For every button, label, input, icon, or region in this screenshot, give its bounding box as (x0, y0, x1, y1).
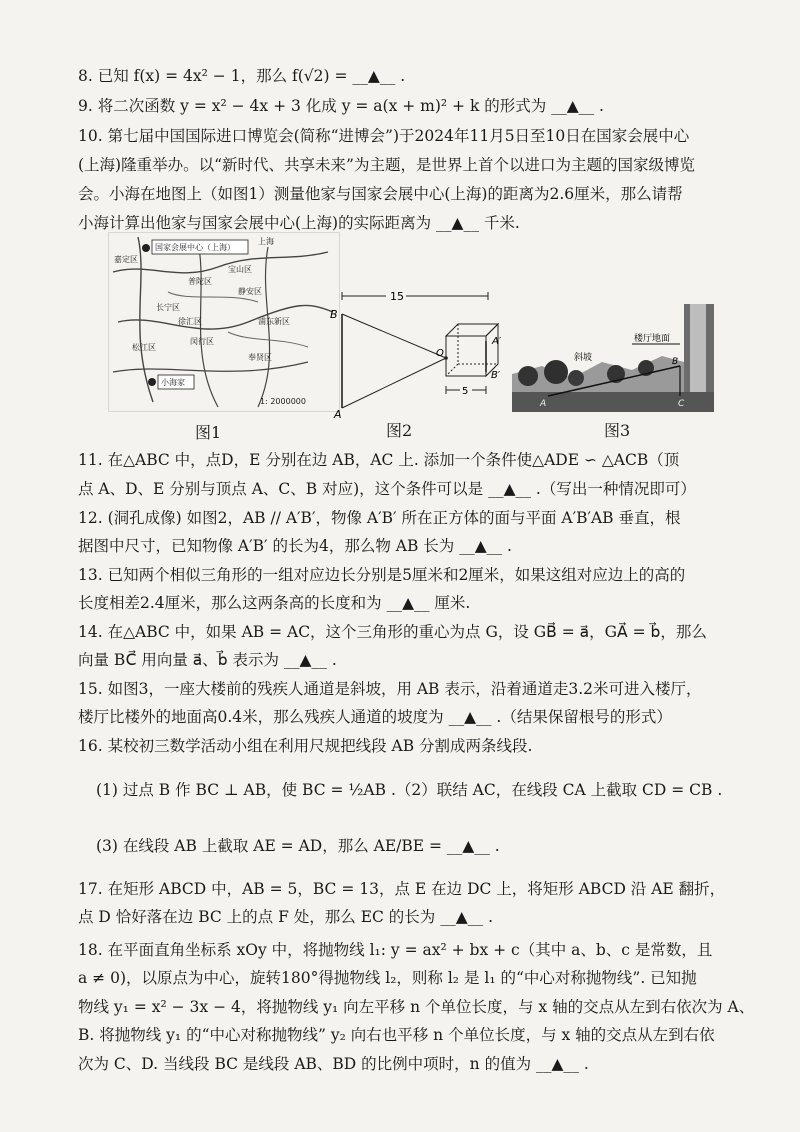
question-18-line-5: 次为 C、D. 当线段 BC 是线段 AB、BD 的比例中项时，n 的值为 __▲__ . (78, 1055, 589, 1073)
question-13-line-2: 长度相差2.4厘米，那么这两条高的长度和为 __▲__ 厘米. (78, 594, 471, 612)
question-12-line-2: 据图中尺寸，已知物像 A′B′ 的长为4，那么物 AB 长为 __▲__ . (78, 537, 512, 555)
question-9: 9. 将二次函数 y = x² − 4x + 3 化成 y = a(x + m)² + k 的形式为 __▲__ . (78, 97, 604, 115)
question-16-line-1: 16. 某校初三数学活动小组在利用尺规把线段 AB 分割成两条线段. (78, 737, 533, 755)
home-pin-icon (148, 378, 156, 386)
question-14-line-1: 14. 在△ABC 中，如果 AB = AC，这个三角形的重心为点 G，设 GB⃗ = a⃗，GA⃗ = b⃗，那么 (78, 623, 707, 641)
question-8: 8. 已知 f(x) = 4x² − 1，那么 f(√2) = __▲__ . (78, 67, 406, 85)
lobby-floor-label: 楼厅地面 (634, 334, 671, 344)
map-scale: 1: 2000000 (260, 397, 306, 406)
district-label: 宝山区 (228, 265, 252, 274)
district-label: 奉贤区 (248, 353, 272, 362)
question-18-line-2: a ≠ 0)，以原点为中心，旋转180°得抛物线 l₂，则称 l₂ 是 l₁ 的“中心对称抛物线”. 已知抛 (78, 969, 697, 987)
figure-1-map (108, 232, 340, 412)
point-b-label: B (672, 357, 679, 367)
question-11-line-1: 11. 在△ABC 中，点D，E 分别在边 AB，AC 上. 添加一个条件使△ADE ∽ △ACB（顶 (78, 451, 680, 469)
question-11-line-2: 点 A、D、E 分别与顶点 A、C、B 对应)，这个条件可以是 __▲__ .（写出一种情况即可） (78, 480, 696, 498)
point-b-label: B (330, 308, 338, 321)
question-18-line-1: 18. 在平面直角坐标系 xOy 中，将抛物线 l₁: y = ax² + bx + c（其中 a、b、c 是常数，且 (78, 941, 713, 959)
question-10-line-1: 10. 第七届中国国际进口博览会(简称“进博会”)于2024年11月5日至10日在国家会展中心 (78, 127, 690, 145)
point-a-label: A (334, 408, 342, 420)
exhibition-label: 国家会展中心（上海） (155, 243, 235, 252)
question-10-line-4: 小海计算出他家与国家会展中心(上海)的实际距离为 __▲__ 千米. (78, 214, 520, 232)
district-label: 松江区 (132, 343, 156, 352)
district-label: 静安区 (238, 287, 262, 296)
question-15-line-1: 15. 如图3，一座大楼前的残疾人通道是斜坡，用 AB 表示，沿着通道走3.2米可进入楼厅， (78, 680, 702, 698)
question-18-line-4: B. 将抛物线 y₁ 的“中心对称抛物线” y₂ 向右也平移 n 个单位长度，与 x 轴的交点从左到右依 (78, 1026, 715, 1044)
point-o-label: O (436, 348, 444, 359)
slope-label: 斜坡 (574, 353, 593, 363)
point-a-label: A (540, 399, 547, 409)
question-17-line-2: 点 D 恰好落在边 BC 上的点 F 处，那么 EC 的长为 __▲__ . (78, 908, 494, 926)
question-14-line-2: 向量 BC⃗ 用向量 a⃗、b⃗ 表示为 __▲__ . (78, 651, 337, 669)
district-label: 徐汇区 (178, 317, 202, 326)
question-12-line-1: 12. (洞孔成像) 如图2，AB // A′B′，物像 A′B′ 所在正方体的面与平面 A′B′AB 垂直，根 (78, 509, 681, 527)
district-label: 长宁区 (156, 303, 180, 312)
figure-3-caption: 图3 (604, 421, 631, 440)
dimension-5: 5 (462, 386, 469, 397)
question-17-line-1: 17. 在矩形 ABCD 中，AB = 5，BC = 13，点 E 在边 DC 上，将矩形 ABCD 沿 AE 翻折， (78, 880, 726, 898)
question-10-line-2: (上海)隆重举办。以“新时代、共享未来”为主题，是世界上首个以进口为主题的国家级博览 (78, 156, 695, 174)
figure-3-slope (512, 304, 714, 412)
district-label: 嘉定区 (114, 255, 138, 264)
district-label: 闵行区 (190, 337, 214, 346)
dimension-15: 15 (390, 290, 404, 303)
district-label: 普陀区 (188, 277, 212, 286)
question-13-line-1: 13. 已知两个相似三角形的一组对应边长分别是5厘米和2厘米，如果这组对应边上的高的 (78, 566, 686, 584)
exhibition-pin-icon (142, 244, 150, 252)
question-15-line-2: 楼厅比楼外的地面高0.4米，那么残疾人通道的坡度为 __▲__ .（结果保留根号的形式） (78, 708, 672, 726)
home-label: 小海家 (161, 378, 185, 387)
figure-2-caption: 图2 (386, 421, 413, 440)
point-b-prime-label: B′ (491, 370, 501, 381)
question-16-line-2: (1) 过点 B 作 BC ⊥ AB，使 BC = ½AB .（2）联结 AC，在线段 CA 上截取 CD = CB . (96, 781, 723, 799)
question-10-line-3: 会。小海在地图上（如图1）测量他家与国家会展中心(上海)的距离为2.6厘米，那么请帮 (78, 185, 683, 203)
point-a-prime-label: A′ (492, 336, 502, 347)
figure-1-caption: 图1 (195, 423, 222, 442)
question-18-line-3: 物线 y₁ = x² − 3x − 4，将抛物线 y₁ 向左平移 n 个单位长度，与 x 轴的交点从左到右依次为 A、 (78, 998, 755, 1016)
district-label: 浦东新区 (258, 317, 290, 326)
point-c-label: C (678, 399, 685, 409)
question-16-line-3: (3) 在线段 AB 上截取 AE = AD，那么 AE/BE = __▲__ . (96, 837, 500, 855)
figure-2-pinhole (328, 286, 518, 420)
shanghai-label: 上海 (258, 237, 274, 246)
